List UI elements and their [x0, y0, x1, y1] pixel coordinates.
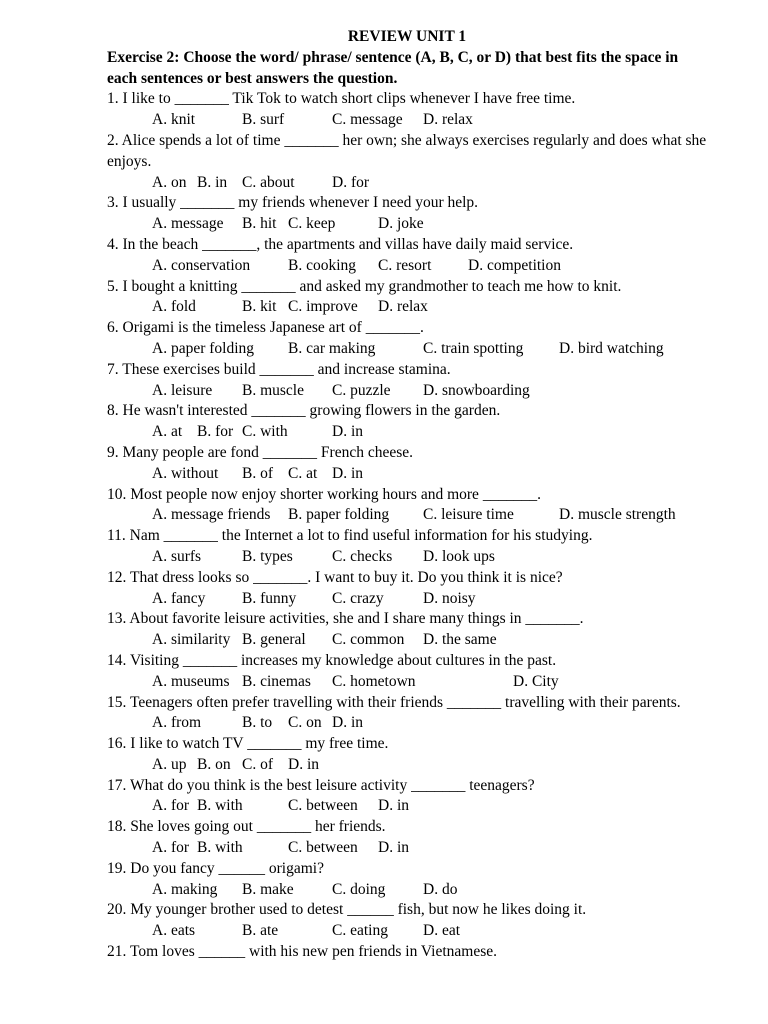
answer-option: C. message	[332, 111, 403, 129]
question-text: 15. Teenagers often prefer travelling with their friends _______ travelling with their parents.	[107, 693, 681, 711]
answer-option: A. eats	[152, 922, 196, 940]
answer-option: B. muscle	[242, 381, 304, 399]
answer-options	[107, 464, 707, 485]
answer-option: B. to	[242, 714, 273, 732]
question-text: 4. In the beach _______, the apartments and villas have daily maid service.	[107, 235, 574, 253]
answer-options	[107, 921, 707, 942]
answer-option: A. from	[152, 714, 202, 732]
answer-option: D. do	[423, 880, 458, 898]
answer-option: B. car making	[288, 339, 376, 357]
answer-options	[107, 173, 707, 194]
answer-option: B. on	[197, 755, 231, 773]
answer-option: B. make	[242, 880, 294, 898]
question-text: 18. She loves going out _______ her friends.	[107, 818, 386, 836]
answer-option: D. bird watching	[559, 339, 664, 357]
question-text: 1. I like to _______ Tik Tok to watch short clips whenever I have free time.	[107, 90, 576, 108]
question-text: 10. Most people now enjoy shorter working hours and more _______.	[107, 485, 541, 503]
answer-options	[107, 880, 707, 901]
answer-option: B. cinemas	[242, 672, 311, 690]
answer-options	[107, 589, 707, 610]
answer-options	[107, 755, 707, 776]
answer-option: C. leisure time	[423, 506, 514, 524]
answer-options	[107, 547, 707, 568]
answer-option: B. with	[197, 797, 243, 815]
answer-option: A. message	[152, 215, 224, 233]
answer-option: A. fancy	[152, 589, 206, 607]
worksheet	[107, 27, 707, 963]
answer-option: A. on	[152, 173, 187, 191]
answer-option: C. between	[288, 839, 358, 857]
answer-option: C. doing	[332, 880, 386, 898]
answer-options	[107, 339, 707, 360]
answer-option: C. resort	[378, 256, 432, 274]
answer-option: A. leisure	[152, 381, 213, 399]
question-text: 14. Visiting _______ increases my knowledge about cultures in the past.	[107, 651, 557, 669]
answer-option: A. surfs	[152, 547, 202, 565]
answer-options	[107, 110, 707, 131]
question-text: 7. These exercises build _______ and increase stamina.	[107, 360, 451, 378]
answer-option: D. in	[332, 464, 363, 482]
answer-option: D. noisy	[423, 589, 476, 607]
answer-option: C. improve	[288, 298, 358, 316]
answer-option: B. in	[197, 173, 228, 191]
question-text: 11. Nam _______ the Internet a lot to find useful information for his studying.	[107, 527, 593, 545]
answer-option: B. kit	[242, 298, 277, 316]
answer-option: D. City	[513, 672, 559, 690]
answer-option: C. with	[242, 423, 288, 441]
answer-option: B. surf	[242, 111, 285, 129]
answer-option: B. cooking	[288, 256, 357, 274]
answer-option: C. at	[288, 464, 318, 482]
question-text: 3. I usually _______ my friends whenever I need your help.	[107, 194, 479, 212]
answer-options	[107, 672, 707, 693]
question-text: 20. My younger brother used to detest ______ fish, but now he likes doing it.	[107, 901, 587, 919]
answer-option: A. paper folding	[152, 339, 255, 357]
answer-option: B. funny	[242, 589, 297, 607]
answer-option: D. relax	[423, 111, 473, 129]
answer-option: A. fold	[152, 298, 196, 316]
answer-option: A. for	[152, 797, 190, 815]
answer-options	[107, 713, 707, 734]
answer-option: D. muscle strength	[559, 506, 676, 524]
question-text: 5. I bought a knitting _______ and asked my grandmother to teach me how to knit.	[107, 277, 622, 295]
answer-options	[107, 256, 707, 277]
answer-option: A. making	[152, 880, 218, 898]
answer-option: B. for	[197, 423, 234, 441]
answer-options	[107, 422, 707, 443]
answer-option: A. without	[152, 464, 219, 482]
answer-option: C. crazy	[332, 589, 384, 607]
answer-option: A. museums	[152, 672, 230, 690]
question-text: 8. He wasn't interested _______ growing flowers in the garden.	[107, 402, 501, 420]
question-text: 21. Tom loves ______ with his new pen friends in Vietnamese.	[107, 943, 498, 961]
question-text: 12. That dress looks so _______. I want to buy it. Do you think it is nice?	[107, 568, 563, 586]
answer-option: A. at	[152, 423, 183, 441]
answer-option: B. paper folding	[288, 506, 390, 524]
question-text: 6. Origami is the timeless Japanese art of _______.	[107, 319, 424, 337]
answer-options	[107, 381, 707, 402]
answer-option: D. competition	[468, 256, 561, 274]
answer-option: A. similarity	[152, 631, 231, 649]
answer-option: D. relax	[378, 298, 428, 316]
answer-option: A. for	[152, 839, 190, 857]
answer-option: C. about	[242, 173, 295, 191]
answer-option: C. of	[242, 755, 273, 773]
answer-option: B. of	[242, 464, 273, 482]
answer-option: C. checks	[332, 547, 393, 565]
answer-option: A. message friends	[152, 506, 271, 524]
answer-options	[107, 838, 707, 859]
question-text: 13. About favorite leisure activities, she and I share many things in _______.	[107, 610, 584, 628]
answer-option: D. in	[288, 755, 319, 773]
answer-option: B. hit	[242, 215, 277, 233]
answer-option: B. general	[242, 631, 306, 649]
page-title: REVIEW UNIT 1	[347, 28, 467, 45]
answer-options	[107, 796, 707, 817]
answer-option: C. train spotting	[423, 339, 524, 357]
answer-option: D. in	[332, 423, 363, 441]
answer-options	[107, 630, 707, 651]
answer-option: D. in	[378, 839, 409, 857]
answer-option: D. snowboarding	[423, 381, 530, 399]
answer-option: B. with	[197, 839, 243, 857]
answer-option: D. joke	[378, 215, 424, 233]
question-text: 16. I like to watch TV _______ my free time.	[107, 735, 389, 753]
answer-options	[107, 505, 707, 526]
answer-option: D. in	[332, 714, 363, 732]
answer-options	[107, 214, 707, 235]
answer-options	[107, 297, 707, 318]
answer-option: D. in	[378, 797, 409, 815]
question-text: 2. Alice spends a lot of time _______ her own; she always exercises regularly and does what she enjoys.	[107, 131, 707, 170]
answer-option: D. look ups	[423, 547, 495, 565]
exercise-instruction: Exercise 2: Choose the word/ phrase/ sentence (A, B, C, or D) that best fits the space in each sentences or best answers the question.	[107, 48, 679, 87]
answer-option: C. puzzle	[332, 381, 391, 399]
answer-option: C. eating	[332, 922, 388, 940]
answer-option: D. for	[332, 173, 370, 191]
answer-option: C. on	[288, 714, 322, 732]
answer-option: B. ate	[242, 922, 279, 940]
answer-option: C. hometown	[332, 672, 416, 690]
answer-option: A. conservation	[152, 256, 251, 274]
question-text: 9. Many people are fond _______ French cheese.	[107, 443, 414, 461]
question-text: 17. What do you think is the best leisure activity _______ teenagers?	[107, 776, 535, 794]
question-text: 19. Do you fancy ______ origami?	[107, 859, 324, 877]
answer-option: C. common	[332, 631, 405, 649]
answer-option: A. knit	[152, 111, 196, 129]
answer-option: A. up	[152, 755, 187, 773]
question-list	[107, 89, 707, 962]
answer-option: C. between	[288, 797, 358, 815]
answer-option: B. types	[242, 547, 293, 565]
answer-option: D. the same	[423, 631, 497, 649]
answer-option: C. keep	[288, 215, 336, 233]
answer-option: D. eat	[423, 922, 461, 940]
